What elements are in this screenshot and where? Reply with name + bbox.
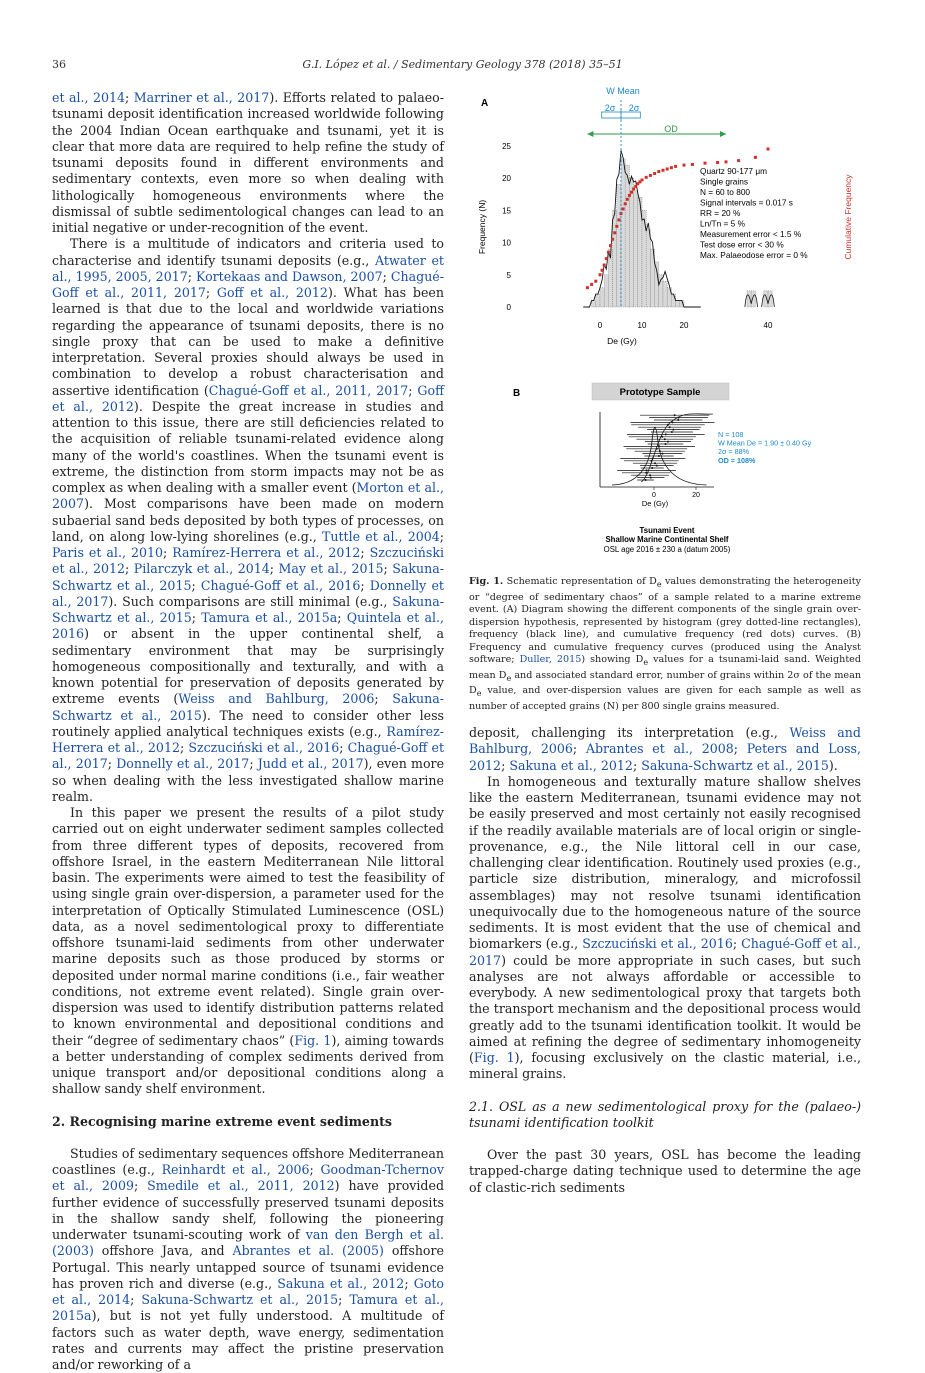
info-line: Test dose error < 30 %	[700, 239, 784, 250]
de-point	[669, 426, 671, 428]
cumulative-point	[737, 159, 740, 162]
figure-caption: Fig. 1. Schematic representation of $D_e$ values demonstrating the heterogeneity or “degree of sedimentary chaos” of a sample related to a marine extreme event. (A) Diagram showing the different components of the single grain over-dispersion hypothesis, represented by histogram (grey dotted-line rectangles), frequency (black line), and cumulative frequency (red dots) curves. (B) Frequency and cumulative frequency curves (produced using the Analyst software; Duller, 2015) showing $D_e$ values for a tsunami-laid sand. Weighted mean $D_e$ and associated standard error, number of grains within 2σ of the mean $D_e$ value, and over-dispersion values are given for each sample as well as number of accepted grains (N) per 800 single grains measured.	[469, 576, 861, 712]
de-point	[656, 465, 658, 467]
y-tick-label: 5	[506, 270, 511, 280]
cumulative-point	[632, 187, 635, 190]
citation-link[interactable]: Goodman-Tchernov et al., 2009	[52, 1162, 445, 1194]
citation-link[interactable]: Paris et al., 2010	[52, 545, 163, 560]
histogram-bar	[676, 301, 680, 307]
panel-b-title: Prototype Sample	[619, 387, 701, 398]
de-point	[661, 453, 663, 455]
od-label: OD	[664, 124, 678, 134]
paragraph: Studies of sedimentary sequences offshore Mediterranean coastlines (e.g., Reinhardt et al., 2006; Goodman-Tchernov et al., 2009; Smedile et al., 2011, 2012) have provided further evidence of successfully preserved tsunami deposits in the shallow sandy shelf, following the pioneering underwater tsunami-scouting work of van den Bergh et al. (2003) offshore Java, and Abrantes et al. (2005) offshore Portugal. This nearly untapped source of tsunami evidence has proven rich and diverse (e.g., Sakuna et al., 2012; Goto et al., 2014; Sakuna-Schwartz et al., 2015; Tamura et al., 2015a), but is not yet fully understood. A multitude of factors such as water depth, wave energy, sedimentation rates and currents may affect the pristine preservation and/or reworking of a	[52, 1145, 445, 1372]
cumulative-point	[670, 166, 673, 169]
citation-link[interactable]: Szczuciński et al., 2012	[52, 545, 444, 577]
citation-link[interactable]: Ramírez-Herrera et al., 2012	[172, 545, 361, 560]
de-point	[665, 433, 667, 435]
histogram-bar	[613, 210, 617, 307]
subscript: e	[476, 689, 482, 699]
cumulative-point	[641, 178, 644, 181]
citation-link[interactable]: van den Bergh et al. (2003)	[52, 1227, 444, 1259]
histogram-bar	[634, 191, 638, 307]
panel-b-cumulative-curve	[641, 414, 712, 482]
info-line: Single grains	[700, 176, 748, 187]
citation-link[interactable]: Atwater et al., 1995, 2005, 2017	[52, 252, 444, 284]
citation-link[interactable]: Tuttle et al., 2004	[321, 528, 440, 544]
de-point	[645, 479, 647, 481]
paragraph: Over the past 30 years, OSL has become the leading trapped-charge dating technique used to determine the age of clastic-rich sediments	[469, 1147, 861, 1195]
y-tick-label: 0	[506, 303, 511, 312]
histogram-bar	[592, 301, 596, 307]
citation-link[interactable]: Sakuna-Schwartz et al., 2015	[52, 691, 445, 723]
panel-b-x-axis-label: De (Gy)	[641, 499, 669, 508]
de-point	[672, 429, 674, 431]
citation-link[interactable]: Goto et al., 2014	[52, 1275, 445, 1307]
section-heading: 2. Recognising marine extreme event sediments	[52, 1113, 393, 1129]
info-line: Measurement error < 1.5 %	[700, 229, 802, 239]
cumulative-point	[609, 244, 612, 247]
page-number: 36	[52, 58, 66, 71]
panel-b-stats	[718, 430, 812, 465]
citation-link[interactable]: Morton et al., 2007	[52, 480, 444, 512]
citation-link[interactable]: Donnelly et al., 2017	[116, 756, 250, 772]
cumulative-point	[590, 283, 593, 286]
histogram-bar	[642, 210, 646, 307]
citation-link[interactable]: Abrantes et al. (2005)	[232, 1243, 384, 1259]
od-arrow	[587, 131, 726, 137]
sigma-right-label: 2σ	[628, 103, 640, 113]
citation-link[interactable]: Sakuna et al., 2012	[509, 757, 633, 773]
x-tick-label: 20	[692, 492, 700, 499]
de-point	[650, 477, 652, 479]
sigma-left-label: 2σ	[604, 103, 616, 113]
left-column	[52, 90, 444, 1373]
histogram-bar	[596, 294, 600, 307]
x-tick-label: 0	[597, 321, 603, 330]
stat-line: N = 108	[718, 430, 744, 439]
histogram-bar	[600, 288, 604, 307]
cumulative-point	[622, 207, 625, 210]
cumulative-point	[767, 147, 770, 150]
cumulative-point	[683, 164, 686, 167]
citation-link[interactable]: May et al., 2015	[278, 561, 384, 577]
cumulative-point	[601, 269, 604, 272]
citation-link[interactable]: Fig. 1	[294, 1032, 332, 1048]
cumulative-point	[630, 191, 633, 194]
cumulative-point	[754, 156, 757, 159]
cumulative-point	[662, 169, 665, 172]
histogram-bar	[621, 159, 625, 307]
stat-line: W Mean De = 1.90 ± 0.40 Gy	[718, 438, 812, 448]
citation-link[interactable]: Sakuna-Schwartz et al., 2015	[141, 1292, 339, 1307]
cumulative-point	[691, 163, 694, 166]
citation-link[interactable]: Chagué-Goff et al., 2011, 2017	[208, 382, 409, 398]
citation-link[interactable]: Reinhardt et al., 2006	[161, 1162, 310, 1177]
histogram-bar	[671, 294, 675, 307]
citation-link[interactable]: Pilarczyk et al., 2014	[133, 561, 270, 577]
de-point	[664, 438, 666, 440]
info-line: N = 60 to 800	[700, 187, 751, 197]
de-point	[646, 469, 648, 471]
cumulative-axis-label: Cumulative Frequency	[843, 174, 853, 260]
panel-a-label: A	[481, 98, 489, 109]
de-point	[654, 462, 656, 464]
citation-link[interactable]: Sakuna et al., 2012	[277, 1275, 405, 1291]
citation-link[interactable]: Tamura et al., 2015a	[201, 610, 338, 625]
citation-link[interactable]: Fig. 1	[473, 1050, 515, 1065]
panel-b-footer-1: Tsunami Event	[639, 526, 695, 535]
citation-link[interactable]: Szczuciński et al., 2016	[582, 936, 733, 952]
panel-b-label: B	[513, 388, 521, 399]
cumulative-point	[666, 167, 669, 170]
citation-link[interactable]: Chagué-Goff et al., 2011, 2017	[52, 268, 445, 300]
de-point	[677, 419, 679, 421]
citation-link[interactable]: Goff et al., 2012	[52, 382, 445, 414]
cumulative-point	[704, 162, 707, 165]
citation-link[interactable]: Sakuna-Schwartz et al., 2015	[52, 561, 445, 593]
cumulative-point	[634, 185, 637, 188]
citation-link[interactable]: Chagué-Goff et al., 2016	[200, 577, 361, 593]
cumulative-point	[607, 251, 610, 254]
cumulative-point	[653, 172, 656, 175]
cumulative-point	[599, 273, 602, 276]
info-line: Ln/Tn = 5 %	[700, 218, 745, 229]
citation-link[interactable]: et al., 2014	[52, 90, 126, 105]
histogram-bar	[751, 291, 755, 307]
y-tick-label: 25	[502, 141, 511, 151]
info-box	[700, 166, 808, 260]
paragraph: In homogeneous and texturally mature shallow shelves like the eastern Mediterranean, tsunami evidence may not be easily preserved and most certainly not easily recognised if the readily available materials are of local origin or single-provenance, e.g., the Nile littoral cell in our case, challenging clear identification. Routinely used proxies (e.g., particle size distribution, mineralogy, and microfossil assemblages) may not resolve tsunami identification unequivocally due to the homogeneous nature of the source sediments. It is most evident that the use of chemical and biomarkers (e.g., Szczuciński et al., 2016; Chagué-Goff et al., 2017) could be more appropriate in such cases, but such analyses are not always affordable or accessible to everybody. A new sedimentological proxy that targets both the transport mechanism and the depositional process would greatly add to the tsunami identification toolkit. It would be aimed at refining the degree of sedimentary inhomogeneity (Fig. 1), focusing exclusively on the clastic material, i.e., mineral grains.	[469, 773, 862, 1082]
citation-link[interactable]: Sakuna-Schwartz et al., 2015	[641, 757, 829, 773]
citation-link[interactable]: Tamura et al., 2015a	[52, 1292, 444, 1324]
cumulative-point	[613, 231, 616, 234]
info-line: Signal intervals = 0.017 s	[700, 197, 793, 208]
info-line: RR = 20 %	[700, 208, 741, 218]
de-point	[649, 474, 651, 476]
citation-link[interactable]: Szczuciński et al., 2016	[188, 740, 340, 755]
citation-link[interactable]: Weiss and Bahlburg, 2006	[469, 725, 861, 757]
citation-link[interactable]: Kortekaas and Dawson, 2007	[196, 268, 383, 284]
w-mean-label: W Mean	[606, 86, 640, 96]
histogram-bar	[663, 281, 667, 307]
histogram-bar	[646, 230, 650, 307]
citation-link[interactable]: Chagué-Goff et al., 2017	[52, 740, 445, 772]
citation-link[interactable]: Goff et al., 2012	[216, 285, 328, 300]
cumulative-point	[603, 264, 606, 267]
citation-link[interactable]: Donnelly et al., 2017	[52, 577, 444, 609]
y-tick-label: 20	[502, 174, 511, 183]
de-point	[667, 441, 669, 443]
paragraph: et al., 2014; Marriner et al., 2017). Efforts related to palaeo-tsunami deposit identification increased worldwide following the 2004 Indian Ocean earthquake and tsunami, yet it is clear that more data are required to help refine the study of tsunami deposits found in different environments and sedimentary contexts, even more so when dealing with lithologically homogeneous environments where the dismissal of subtle sedimentological changes can lead to an initial negative or under-recognition of the event.	[52, 90, 444, 235]
paragraph: deposit, challenging its interpretation (e.g., Weiss and Bahlburg, 2006; Abrantes et al., 2008; Peters and Loss, 2012; Sakuna et al., 2012; Sakuna-Schwartz et al., 2015).	[469, 725, 862, 773]
citation-link[interactable]: Abrantes et al., 2008	[585, 741, 734, 757]
histogram-bar	[747, 291, 751, 307]
x-tick-label: 40	[763, 321, 773, 330]
od-arrowhead-left	[587, 131, 593, 137]
y-tick-label: 15	[502, 206, 511, 216]
citation-link[interactable]: Ramírez-Herrera et al., 2012	[52, 723, 444, 755]
subscript: e	[643, 658, 649, 668]
de-point	[651, 467, 653, 469]
panel-b-footer-2: Shallow Marine Continental Shelf	[605, 535, 729, 544]
citation-link[interactable]: Chagué-Goff et al., 2017	[469, 936, 862, 968]
info-line: Max. Palaeodose error = 0 %	[700, 250, 808, 260]
citation-link[interactable]: Marriner et al., 2017	[133, 90, 270, 105]
histogram-bar	[629, 178, 633, 307]
cumulative-point	[586, 286, 589, 289]
citation-link[interactable]: Peters and Loss, 2012	[469, 741, 862, 773]
cumulative-point	[617, 218, 620, 221]
cumulative-point	[657, 170, 660, 173]
cumulative-point	[615, 225, 618, 228]
citation-link[interactable]: Judd et al., 2017	[257, 756, 364, 772]
citation-link[interactable]: Sakuna-Schwartz et al., 2015	[52, 593, 444, 625]
y-tick-label: 10	[502, 238, 511, 248]
stat-line: OD = 108%	[718, 456, 756, 465]
chart-b	[600, 412, 714, 499]
de-point	[664, 443, 666, 445]
od-arrowhead-right	[720, 131, 726, 137]
paragraph: There is a multitude of indicators and criteria used to characterise and identify tsunami deposits (e.g., Atwater et al., 1995, 2005, 2017; Kortekaas and Dawson, 2007; Chagué-Goff et al., 2011, 2017; Goff et al., 2012). What has been learned is that due to the local and worldwide variations regarding the appearance of tsunami deposits, there is no single proxy that can be used to make a definitive interpretation. Several proxies should always be used in combination to develop a robust characterisation and assertive identification (Chagué-Goff et al., 2011, 2017; Goff et al., 2012). Despite the great increase in studies and attention to this issue, there are still deficiencies related to the acquisition of reliable tsunami-related evidence along many of the world's coastlines. When the tsunami event is extreme, the distinction from storm impacts may not be as complex as when dealing with a smaller event (Morton et al., 2007). Most comparisons have been made on modern subaerial sand beds deposited by both types of processes, on land, on along low-lying shorelines (e.g., Tuttle et al., 2004; Paris et al., 2010; Ramírez-Herrera et al., 2012; Szczuciński et al., 2012; Pilarczyk et al., 2014; May et al., 2015; Sakuna-Schwartz et al., 2015; Chagué-Goff et al., 2016; Donnelly et al., 2017). Such comparisons are still minimal (e.g., Sakuna-Schwartz et al., 2015; Tamura et al., 2015a; Quintela et al., 2016) or absent in the upper continental shelf, a sedimentary environment that may be surprisingly homogeneous compositionally and texturally, and with a known potential for preservation of deposits generated by extreme events (Weiss and Bahlburg, 2006; Sakuna-Schwartz et al., 2015). The need to consider other less routinely applied analytical techniques exists (e.g., Ramírez-Herrera et al., 2012; Szczuciński et al., 2016; Chagué-Goff et al., 2017; Donnelly et al., 2017; Judd et al., 2017), even more so when dealing with the less investigated shallow marine realm.	[52, 236, 445, 804]
y-axis-label: Frequency (N)	[477, 199, 487, 255]
panel-b-footer-3: OSL age 2016 ± 230 a (datum 2005)	[603, 545, 731, 554]
cumulative-point	[645, 176, 648, 179]
cumulative-point	[626, 198, 629, 201]
citation-link[interactable]: Smedile et al., 2011, 2012	[147, 1178, 335, 1194]
cumulative-point	[611, 238, 614, 241]
subsection-heading: 2.1. OSL as a new sedimentological proxy for the (palaeo-) tsunami identification toolkit	[469, 1098, 861, 1130]
citation-link[interactable]: Quintela et al., 2016	[52, 610, 445, 642]
x-tick-label: 20	[679, 321, 689, 330]
right-column	[469, 725, 861, 1196]
subscript: e	[656, 579, 662, 589]
stat-line: 2σ = 88%	[718, 447, 750, 456]
histogram-bar	[768, 291, 772, 307]
running-head: G.I. López et al. / Sedimentary Geology 378 (2018) 35–51	[302, 58, 623, 71]
cumulative-point	[605, 257, 608, 260]
cumulative-point	[674, 165, 677, 168]
cumulative-point	[649, 174, 652, 177]
histogram-bar	[604, 275, 608, 307]
histogram-bar	[617, 184, 621, 307]
cumulative-point	[594, 280, 597, 283]
paragraph: In this paper we present the results of a pilot study carried out on eight underwater sediment samples collected from three different types of deposits, recovered from offshore Israel, in the eastern Mediterranean Nile littoral basin. The experiments were aimed to test the feasibility of using single grain over-dispersion, a parameter used for the interpretation of Optically Stimulated Luminescence (OSL) data, as a novel sedimentological proxy to differentiate offshore tsunami-laid sediments from other underwater marine deposits such as those produced by storms or deposited under normal marine conditions (i.e., fair weather conditions, not extreme event related). Single grain over-dispersion was used to identify distribution patterns related to known environmental and depositional conditions and their “degree of sedimentary chaos” (Fig. 1), aiming towards a better understanding of complex sediments derived from unique transport and/or depositional conditions along a shallow sandy shelf environment.	[52, 805, 444, 1097]
de-point	[658, 455, 660, 457]
subscript: e	[506, 673, 512, 683]
caption-label: Fig. 1.	[469, 576, 504, 587]
de-point	[674, 414, 676, 416]
citation-link[interactable]: Duller, 2015	[519, 654, 582, 666]
citation-link[interactable]: Weiss and Bahlburg, 2006	[178, 691, 375, 707]
histogram-bar	[625, 165, 629, 307]
cumulative-point	[725, 160, 728, 163]
info-line: Quartz 90-177 μm	[700, 166, 768, 176]
histogram-bar	[764, 291, 768, 307]
cumulative-point	[624, 202, 627, 205]
cumulative-point	[716, 161, 719, 164]
x-tick-label: 10	[637, 321, 647, 330]
de-point	[671, 431, 673, 433]
x-axis-label: De (Gy)	[607, 336, 637, 346]
x-tick-label: 0	[652, 492, 656, 499]
figure-1	[469, 82, 869, 572]
cumulative-point	[628, 194, 631, 197]
histogram-bar	[655, 262, 659, 307]
